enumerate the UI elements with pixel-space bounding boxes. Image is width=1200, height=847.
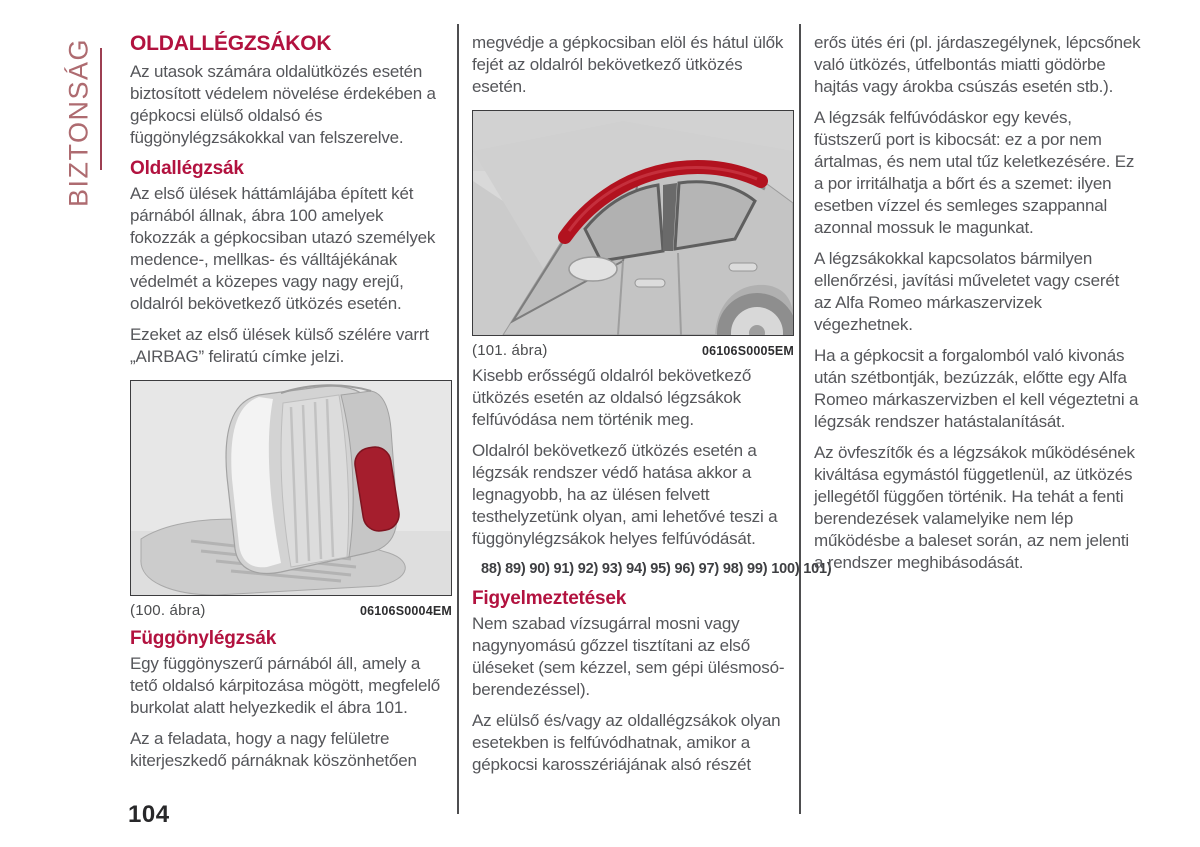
column-2 xyxy=(472,32,832,785)
warning-references-row xyxy=(472,559,832,579)
figure-101 xyxy=(472,110,794,359)
figure-caption: (101. ábra) xyxy=(472,342,548,359)
chapter-title-vertical: BIZTONSÁG xyxy=(63,38,94,208)
column-1 xyxy=(130,32,452,781)
paragraph: Ezeket az első ülések külső szélére varrt „AIRBAG” feliratú címke jelzi. xyxy=(130,325,429,366)
seat-side-airbag-image xyxy=(130,380,452,596)
paragraph: Az övfeszítők és a légzsákok működésének kiváltása egymástól függetlenül, az ütközés jellegétől függően történik. Ha tehát a fenti berendezések valamelyike nem lép működésbe a baleset során, az nem jelenti a rendszer meghibásodását. xyxy=(814,443,1135,572)
paragraph: Az a feladata, hogy a nagy felületre kiterjeszkedő párnáknak köszönhetően xyxy=(130,729,417,770)
paragraph: Nem szabad vízsugárral mosni vagy nagynyomású gőzzel tisztítani az első üléseket (sem kézzel, sem gépi ülésmosó-berendezéssel). xyxy=(472,614,785,699)
paragraph: megvédje a gépkocsiban elöl és hátul ülők fejét az oldalról bekövetkező ütközés esetén. xyxy=(472,33,784,96)
paragraph: Kisebb erősségű oldalról bekövetkező ütközés esetén az oldalsó légzsákok felfúvódása nem történik meg. xyxy=(472,366,752,429)
figure-code: 06106S0005EM xyxy=(701,344,794,358)
figure-caption: (100. ábra) xyxy=(130,602,206,619)
figure-100 xyxy=(130,380,452,619)
page-number: 104 xyxy=(128,801,170,828)
subsection-heading-oldallegzsak: Oldallégzsák xyxy=(130,158,244,179)
paragraph: Ha a gépkocsit a forgalomból való kivonás után szétbontják, bezúzzák, előtte egy Alfa Romeo márkaszervizben el kell végeztetni a légzsák rendszer hatástalanítását. xyxy=(814,346,1139,431)
paragraph: Az első ülések háttámlájába épített két párnából állnak, ábra 100 amelyek fokozzák a gépkocsiban utazó személyek medence-, mellkas- és válltájékának védelmét a közepes vagy nagy erejű, oldalról bekövetkező ütközés esetén. xyxy=(130,184,436,313)
column-divider-1 xyxy=(457,24,459,814)
subsection-heading-fuggonylegzsak: Függönylégzsák xyxy=(130,628,277,649)
column-divider-2 xyxy=(799,24,801,814)
paragraph: Az elülső és/vagy az oldallégzsákok olyan esetekben is felfúvódhatnak, amikor a gépkocsi karosszériájának alsó részét xyxy=(472,711,781,774)
section-heading: OLDALLÉGZSÁKOK xyxy=(130,32,332,55)
curtain-airbag-car-image xyxy=(472,110,794,336)
subsection-heading-figyelmeztetesek: Figyelmeztetések xyxy=(472,588,627,609)
seat-illustration xyxy=(131,381,451,595)
paragraph: A légzsák felfúvódáskor egy kevés, füstszerű port is kibocsát: ez a por nem ártalmas, és nem utal tűz keletkezésére. Ez a por irritálhatja a bőrt és a szemet: ilyen esetben vízzel és semleges szappannal azonnal mossuk le magunkat. xyxy=(814,108,1135,237)
paragraph: A légzsákokkal kapcsolatos bármilyen ellenőrzési, javítási műveletet vagy cserét az Alfa Romeo márkaszervizek végezhetnek. xyxy=(814,249,1120,334)
paragraph: erős ütés éri (pl. járdaszegélynek, lépcsőnek való ütközés, útfelbontás miatti gödörbe hajtás vagy árokba csúszás esetén stb.). xyxy=(814,33,1141,96)
paragraph: Oldalról bekövetkező ütközés esetén a légzsák rendszer védő hatása akkor a legnagyobb, ha az ülésen felvett testhelyzetünk olyan, ami lehetővé teszi a függönylégzsákok helyes felfúvódását. xyxy=(472,441,778,548)
warning-reference-numbers: 88) 89) 90) 91) 92) 93) 94) 95) 96) 97) 98) 99) 100) 101) xyxy=(481,561,832,577)
figure-code: 06106S0004EM xyxy=(359,604,452,618)
sidebar-rule xyxy=(100,48,102,170)
paragraph: Az utasok számára oldalütközés esetén biztosított védelem növelése érdekében a gépkocsi elülső oldalsó és függönylégzsákokkal van felszerelve. xyxy=(130,62,436,147)
column-3 xyxy=(814,32,1141,583)
car-illustration xyxy=(473,111,793,335)
paragraph: Egy függönyszerű párnából áll, amely a tető oldalsó kárpitozása mögött, megfelelő burkolat alatt helyezkedik el ábra 101. xyxy=(130,654,441,717)
